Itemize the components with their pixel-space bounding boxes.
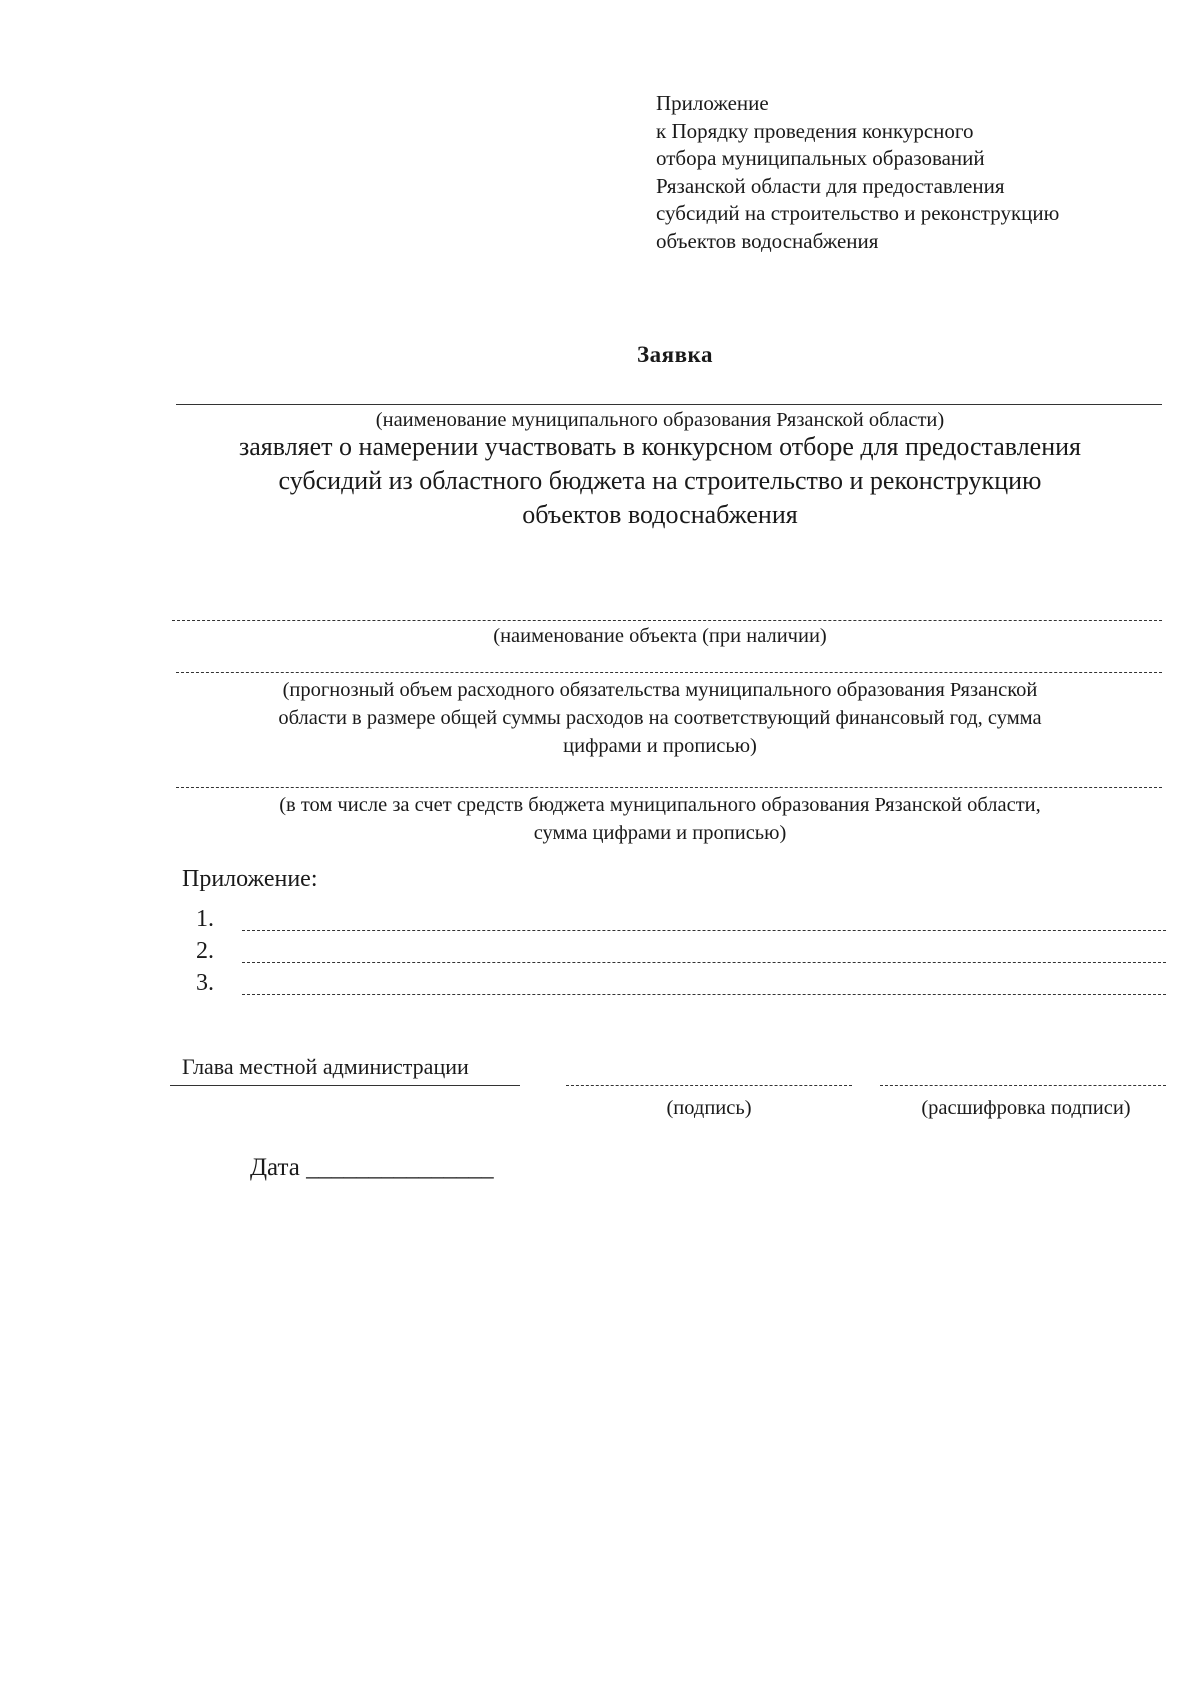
date-field xyxy=(250,1154,494,1182)
object-caption: (наименование объекта (при наличии) xyxy=(493,625,827,647)
attachment-line xyxy=(242,930,1166,931)
attachment-item xyxy=(196,968,1166,1000)
attachment-item xyxy=(196,904,1166,936)
statement-line: заявляет о намерении участвовать в конкурсном отборе для предоставления xyxy=(238,432,1082,461)
signature-transcript-line xyxy=(880,1085,1166,1086)
appendix-note-line: Рязанской области для предоставления xyxy=(656,173,1005,198)
attachment-number: 3. xyxy=(196,970,214,996)
signature-transcript-caption: (расшифровка подписи) xyxy=(921,1097,1131,1119)
appendix-note xyxy=(656,90,1156,255)
budget-caption-line: сумма цифрами и прописью) xyxy=(533,822,787,844)
appendix-note-line: субсидий на строительство и реконструкцию xyxy=(656,201,1060,225)
budget-amount-line xyxy=(176,787,1162,788)
appendix-note-line: отбора муниципальных образований xyxy=(656,146,985,170)
expense-caption xyxy=(160,676,1160,760)
expense-caption-line: области в размере общей суммы расходов на соответствующий финансовый год, сумма xyxy=(278,707,1042,729)
attachment-number: 1. xyxy=(196,906,214,932)
attachment-line xyxy=(242,994,1166,995)
budget-caption-line: (в том числе за счет средств бюджета муниципального образования Рязанской области, xyxy=(279,794,1041,816)
budget-caption xyxy=(160,791,1160,847)
appendix-note-line: объектов водоснабжения xyxy=(656,228,879,253)
attachments-label: Приложение: xyxy=(182,866,318,892)
statement xyxy=(160,430,1160,532)
head-label-underline xyxy=(170,1085,520,1086)
expense-amount-line xyxy=(176,672,1162,673)
date-label: Дата xyxy=(250,1154,300,1181)
signature-line xyxy=(566,1085,852,1086)
statement-line: объектов водоснабжения xyxy=(522,500,798,529)
object-name-line xyxy=(172,620,1162,621)
date-blank: _______________ xyxy=(306,1154,494,1181)
statement-line: субсидий из областного бюджета на строительство и реконструкцию xyxy=(278,466,1042,495)
municipality-name-line xyxy=(176,404,1162,405)
appendix-note-line: к Порядку проведения конкурсного xyxy=(656,118,974,143)
attachment-item xyxy=(196,936,1166,968)
municipality-caption: (наименование муниципального образования Рязанской области) xyxy=(375,409,945,431)
attachment-number: 2. xyxy=(196,938,214,964)
signature-caption: (подпись) xyxy=(666,1097,752,1119)
head-of-administration-label: Глава местной администрации xyxy=(182,1054,469,1079)
expense-caption-line: цифрами и прописью) xyxy=(563,735,757,757)
attachment-line xyxy=(242,962,1166,963)
expense-caption-line: (прогнозный объем расходного обязательства муниципального образования Рязанской xyxy=(282,679,1038,701)
document-title: Заявка xyxy=(637,342,713,367)
appendix-note-line: Приложение xyxy=(656,91,769,115)
